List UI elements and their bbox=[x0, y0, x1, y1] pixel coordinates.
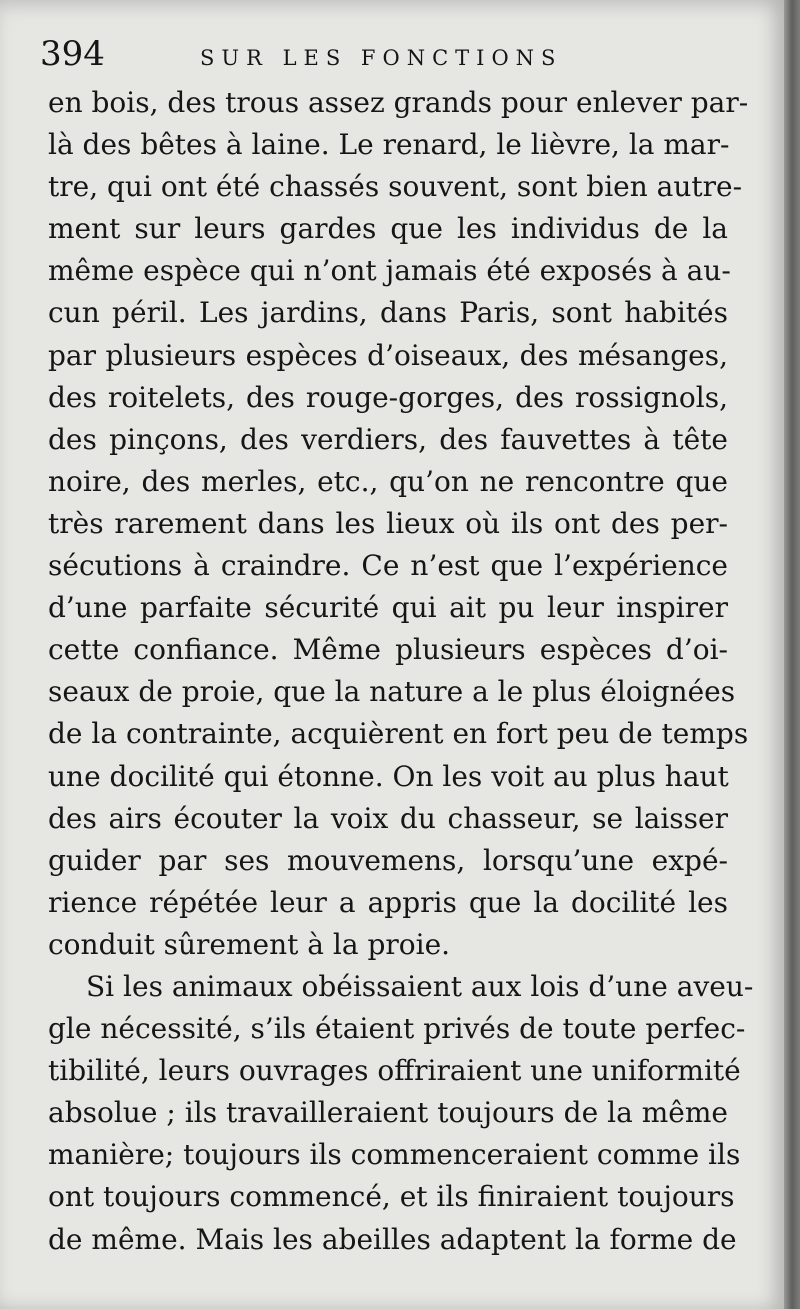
text-line: une docilité qui étonne. On les voit au plus haut bbox=[48, 759, 729, 793]
text-line: des airs écouter la voix du chasseur, se laisser bbox=[48, 801, 728, 835]
page-number: 394 bbox=[40, 34, 105, 74]
text-line: sécutions à craindre. Ce n’est que l’expérience bbox=[48, 549, 728, 583]
text-line: absolue ; ils travailleraient toujours de la même bbox=[48, 1096, 728, 1130]
paragraph-1 bbox=[48, 82, 749, 966]
text-line: rience répétée leur a appris que la docilité les bbox=[48, 885, 728, 919]
text-line: manière; toujours ils commenceraient comme ils bbox=[48, 1138, 741, 1172]
text-line: tibilité, leurs ouvrages offriraient une uniformité bbox=[48, 1054, 741, 1088]
text-line: des pinçons, des verdiers, des fauvettes à tête bbox=[48, 422, 728, 456]
page-edge bbox=[784, 0, 800, 1309]
text-line: par plusieurs espèces d’oiseaux, des mésanges, bbox=[48, 338, 728, 372]
text-line: tre, qui ont été chassés souvent, sont bien autre- bbox=[48, 170, 743, 204]
text-line: de même. Mais les abeilles adaptent la forme de bbox=[48, 1222, 737, 1256]
paragraph-2 bbox=[48, 966, 754, 1261]
text-line: guider par ses mouvemens, lorsqu’une expé- bbox=[48, 843, 728, 877]
text-line: là des bêtes à laine. Le renard, le lièvre, la mar- bbox=[48, 128, 730, 162]
text-line: ment sur leurs gardes que les individus de la bbox=[48, 212, 728, 246]
text-line: Si les animaux obéissaient aux lois d’une aveu- bbox=[86, 969, 754, 1003]
text-line: en bois, des trous assez grands pour enlever par- bbox=[48, 86, 749, 119]
text-line: des roitelets, des rouge-gorges, des rossignols, bbox=[48, 380, 728, 414]
text-line: ont toujours commencé, et ils finiraient toujours bbox=[48, 1180, 735, 1214]
text-line: même espèce qui n’ont jamais été exposés à au- bbox=[48, 254, 731, 288]
text-line: gle nécessité, s’ils étaient privés de toute perfec- bbox=[48, 1012, 746, 1046]
text-line: d’une parfaite sécurité qui ait pu leur inspirer bbox=[48, 591, 728, 625]
text-line: seaux de proie, que la nature a le plus éloignées bbox=[48, 675, 736, 709]
running-head: SUR LES FONCTIONS bbox=[200, 46, 563, 70]
text-line: très rarement dans les lieux où ils ont des per- bbox=[48, 506, 728, 540]
text-line: cette confiance. Même plusieurs espèces d’oi- bbox=[48, 633, 728, 667]
text-line: cun péril. Les jardins, dans Paris, sont habités bbox=[48, 296, 728, 330]
page-header bbox=[40, 30, 730, 80]
body-text bbox=[48, 82, 754, 1261]
text-line: noire, des merles, etc., qu’on ne rencontre que bbox=[48, 464, 728, 498]
text-line: de la contrainte, acquièrent en fort peu de temps bbox=[48, 717, 749, 751]
text-line: conduit sûrement à la proie. bbox=[48, 927, 451, 961]
